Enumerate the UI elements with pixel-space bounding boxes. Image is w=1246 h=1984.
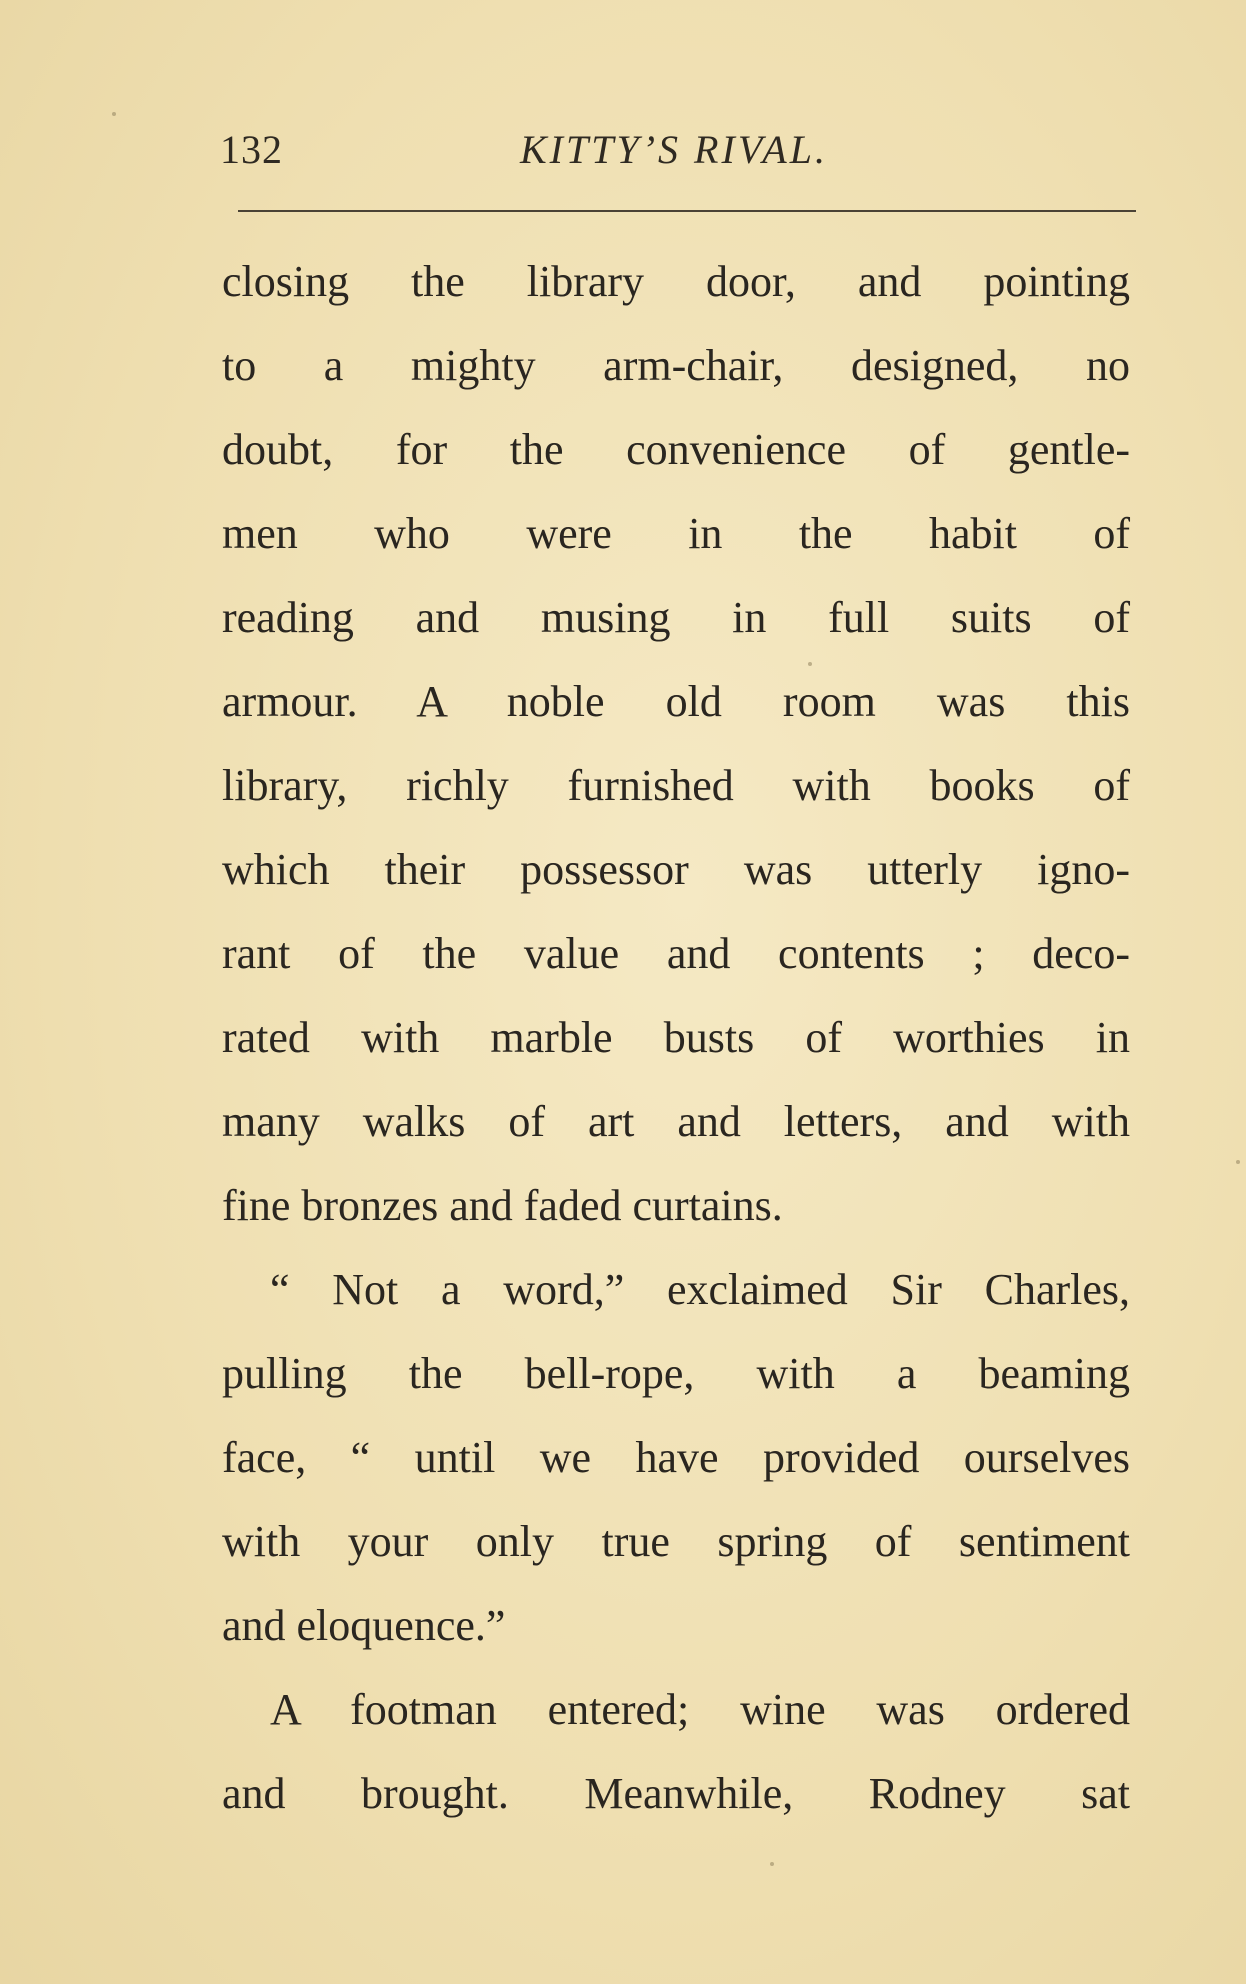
- text-line: armour. A noble old room was this: [222, 677, 1130, 726]
- paper-speck: [1236, 1160, 1240, 1164]
- paper-speck: [808, 662, 812, 666]
- paper-speck: [770, 1862, 774, 1866]
- paper-speck: [112, 112, 116, 116]
- text-line: library, richly furnished with books of: [222, 761, 1130, 810]
- page-number: 132: [220, 127, 283, 172]
- text-line: and brought. Meanwhile, Rodney sat: [222, 1769, 1130, 1818]
- header-rule: [238, 210, 1136, 212]
- text-line: with your only true spring of sentiment: [222, 1517, 1130, 1566]
- text-line: and eloquence.”: [222, 1601, 506, 1650]
- text-line: rant of the value and contents ; deco-: [222, 929, 1130, 978]
- text-line: many walks of art and letters, and with: [222, 1097, 1130, 1146]
- text-line: A footman entered; wine was ordered: [270, 1685, 1130, 1734]
- text-line: men who were in the habit of: [222, 509, 1130, 558]
- text-line: pulling the bell-rope, with a beaming: [222, 1349, 1130, 1398]
- text-line: face, “ until we have provided ourselves: [222, 1433, 1130, 1482]
- body-text: [222, 240, 1130, 1836]
- text-line: doubt, for the convenience of gentle-: [222, 425, 1130, 474]
- running-head: [220, 126, 1140, 186]
- text-line: reading and musing in full suits of: [222, 593, 1130, 642]
- text-line: fine bronzes and faded curtains.: [222, 1181, 783, 1230]
- running-title: KITTY’S RIVAL.: [520, 127, 828, 172]
- text-line: to a mighty arm-chair, designed, no: [222, 341, 1130, 390]
- text-line: rated with marble busts of worthies in: [222, 1013, 1130, 1062]
- text-line: “ Not a word,” exclaimed Sir Charles,: [270, 1265, 1130, 1314]
- text-line: which their possessor was utterly igno-: [222, 845, 1130, 894]
- text-line: closing the library door, and pointing: [222, 257, 1130, 306]
